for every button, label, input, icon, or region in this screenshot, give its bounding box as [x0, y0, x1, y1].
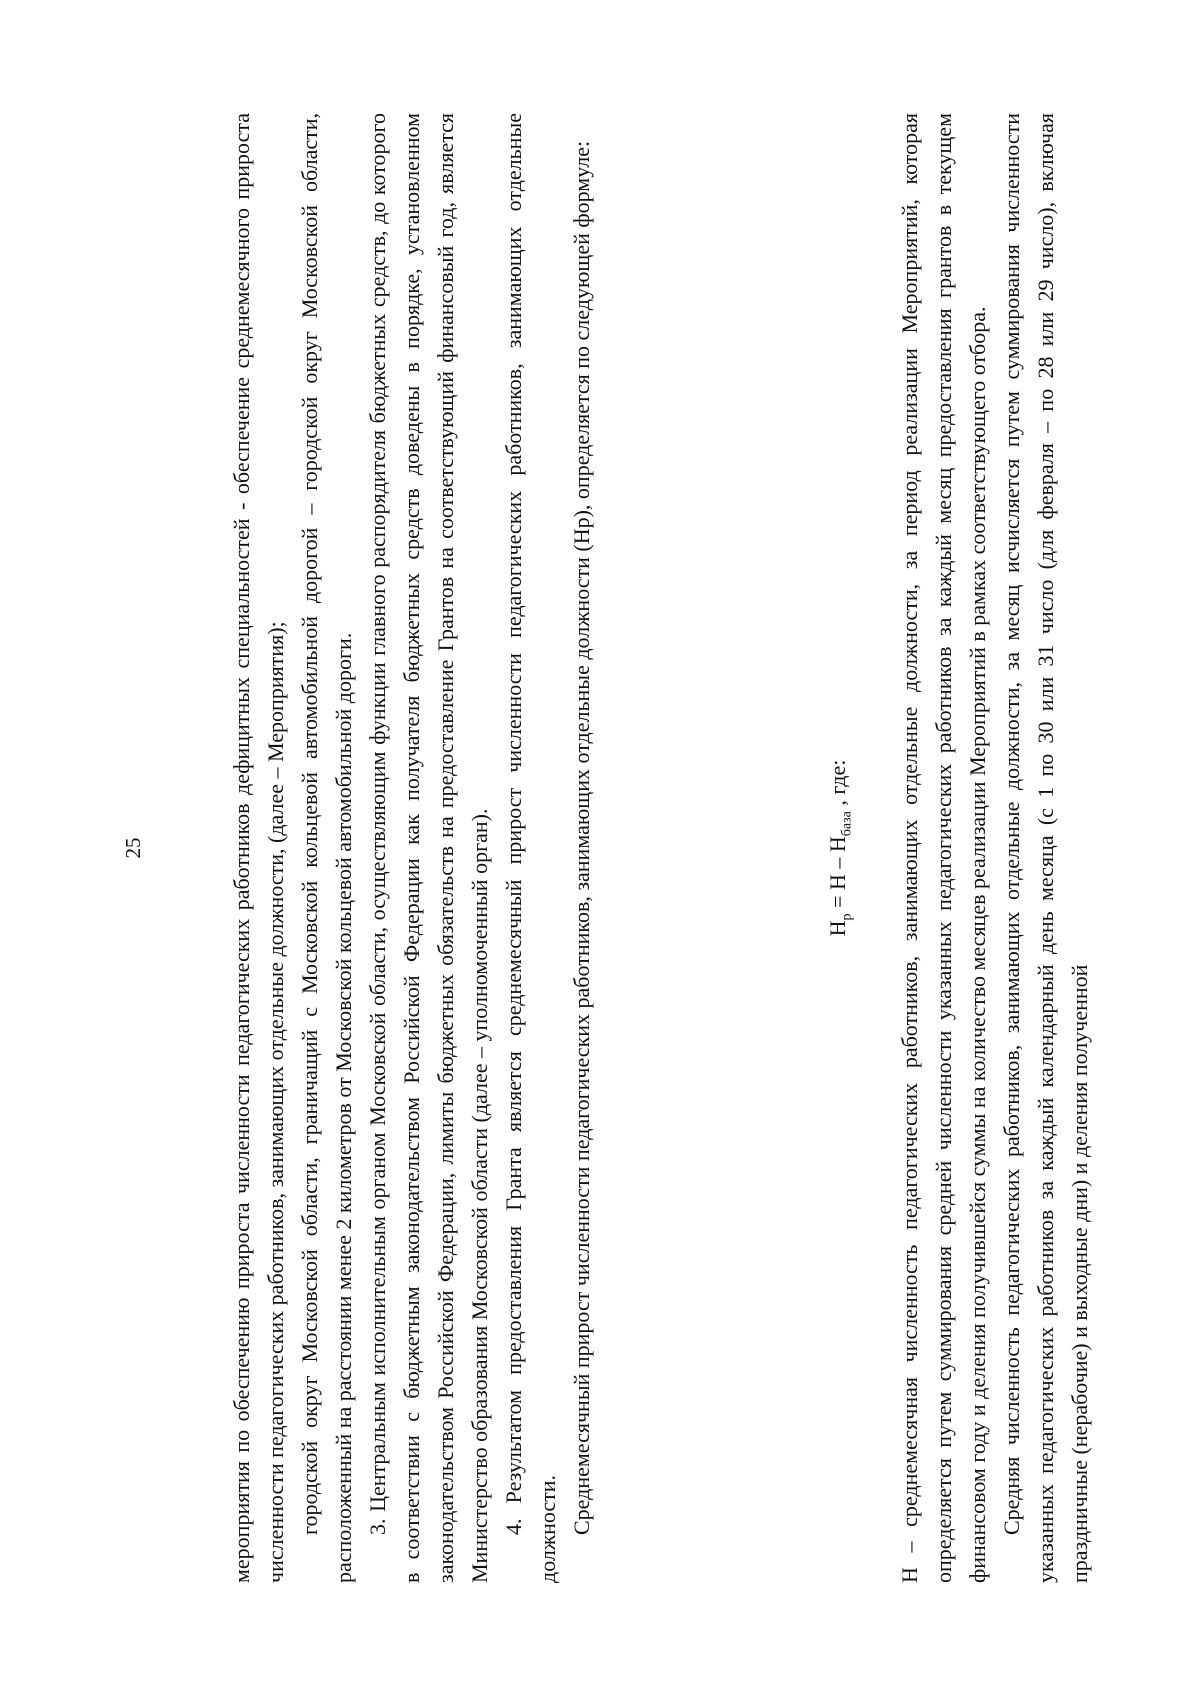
- page-number: 25: [121, 837, 145, 859]
- paragraph: мероприятия по обеспечению прироста численности педагогических работников дефицитных специальностей - обеспечение среднемесячного прироста численности педагогических работников, занимающих отдельные должности, (далее – Мероприятия);: [229, 113, 288, 1583]
- formula-middle: = Н – Н: [825, 836, 850, 914]
- text-block-top: [225, 113, 599, 1583]
- formula-lhs: Н: [825, 920, 850, 937]
- formula: [825, 53, 855, 1643]
- paragraph: Среднемесячный прирост численности педагогических работников, занимающих отдельные должности (Нр), определяется по следующей формуле:: [569, 140, 594, 1535]
- formula-tail: , где:: [825, 759, 850, 812]
- formula-lhs-subscript: р: [839, 913, 855, 921]
- document-page: [45, 53, 1155, 1643]
- paragraph: городской округ Московской области, граничащий с Московской кольцевой автомобильной дорогой – городской округ Московской области, расположенный на расстоянии менее 2 километров от Московской кольцевой автомобильной дороги.: [297, 113, 356, 1583]
- paragraph: Н – среднемесячная численность педагогических работников, занимающих отдельные должности, за период реализации Мероприятий, которая определяется путем суммирования средней численности указанных педагогических работников за каждый месяц предоставления грантов в текущем финансовом году и деления получившейся суммы на количество месяцев реализации Мероприятий в рамках соответствующего отбора.: [897, 113, 990, 1583]
- paragraph: 4. Результатом предоставления Гранта является среднемесячный прирост численности педагогических работников, занимающих отдельные должности.: [501, 113, 560, 1583]
- text-block-bottom: [893, 113, 1097, 1583]
- paragraph: 3. Центральным исполнительным органом Московской области, осуществляющим функции главного распорядителя бюджетных средств, до которого в соответствии с бюджетным законодательством Российской Федерации как получателя бюджетных средств доведены в порядке, установленном законодательством Российской Федерации, лимиты бюджетных обязательств на предоставление Грантов на соответствующий финансовый год, является Министерство образования Московской области (далее – уполномоченный орган).: [365, 113, 492, 1583]
- formula-base-subscript: база: [839, 811, 855, 837]
- paragraph: Средняя численность педагогических работников, занимающих отдельные должности, за месяц исчисляется путем суммирования численности указанных педагогических работников за каждый календарный день месяца (с 1 по 30 или 31 число (для февраля – по 28 или 29 число), включая праздничные (нерабочие) и выходные дни) и деления полученной: [999, 113, 1092, 1583]
